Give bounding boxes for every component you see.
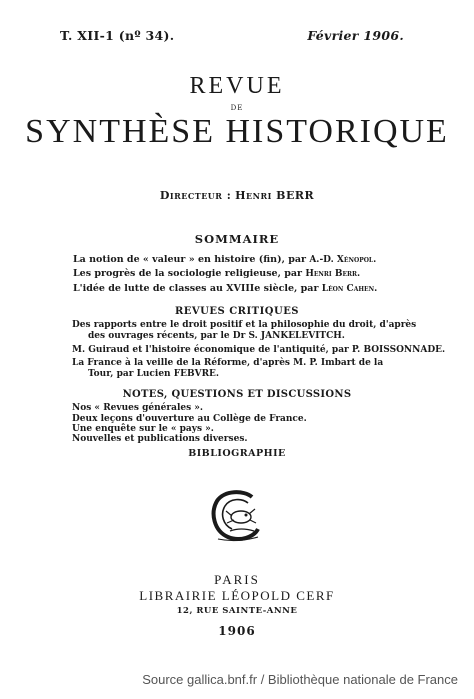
note-item: Nos « Revues générales ». xyxy=(72,403,204,413)
note-item: Une enquête sur le « pays ». xyxy=(72,424,214,434)
page-title: SYNTHÈSE HISTORIQUE xyxy=(25,113,449,150)
toc-item-author: A.-D. Xénopol. xyxy=(309,255,377,265)
toc-item xyxy=(73,254,376,266)
toc-item-author: Léon Cahen. xyxy=(321,284,378,294)
imprint-publisher: LIBRAIRIE LÉOPOLD CERF xyxy=(139,588,335,603)
director-label: Directeur : xyxy=(159,189,232,202)
note-item: Deux leçons d'ouverture au Collège de France. xyxy=(72,414,307,424)
revue-line: M. Guiraud et l'histoire économique de l'antiquité, par P. BOISSONNADE. xyxy=(72,345,446,355)
volume-number: T. XII-1 (nº 34). xyxy=(60,28,175,43)
revue-line: Tour, par Lucien FEBVRE. xyxy=(88,369,220,379)
toc-item-author: Henri Berr. xyxy=(305,269,361,279)
director-name: Henri BERR xyxy=(235,189,315,202)
note-item: Nouvelles et publications diverses. xyxy=(72,434,248,444)
toc-item-title: Les progrès de la sociologie religieuse, par xyxy=(73,268,303,279)
director-line xyxy=(0,189,474,202)
revue-line: des ouvrages récents, par le Dr S. JANKELEVITCH. xyxy=(88,331,345,341)
bibliographie-heading: BIBLIOGRAPHIE xyxy=(188,448,286,459)
imprint-year: 1906 xyxy=(218,624,256,638)
issue-date: Février 1906. xyxy=(307,28,404,43)
toc-item xyxy=(73,268,360,280)
imprint-address: 12, RUE SAINTE-ANNE xyxy=(176,606,298,616)
imprint-city: PARIS xyxy=(214,572,260,587)
revues-heading: REVUES CRITIQUES xyxy=(174,306,300,317)
sommaire-heading: SOMMAIRE xyxy=(194,232,280,246)
notes-heading: NOTES, QUESTIONS ET DISCUSSIONS xyxy=(122,389,352,400)
publisher-emblem-icon xyxy=(208,487,266,543)
source-credit: Source gallica.bnf.fr / Bibliothèque nationale de France xyxy=(142,672,458,687)
toc-item xyxy=(73,283,377,295)
title-de: DE xyxy=(230,104,244,112)
title-revue: REVUE xyxy=(189,73,285,99)
toc-item-title: La notion de « valeur » en histoire (fin), par xyxy=(73,254,307,265)
revue-line: La France à la veille de la Réforme, d'après M. P. Imbart de la xyxy=(72,358,384,368)
toc-item-title: L'idée de lutte de classes au XVIIIe siècle, par xyxy=(73,283,319,294)
revue-line: Des rapports entre le droit positif et la philosophie du droit, d'après xyxy=(72,320,417,330)
